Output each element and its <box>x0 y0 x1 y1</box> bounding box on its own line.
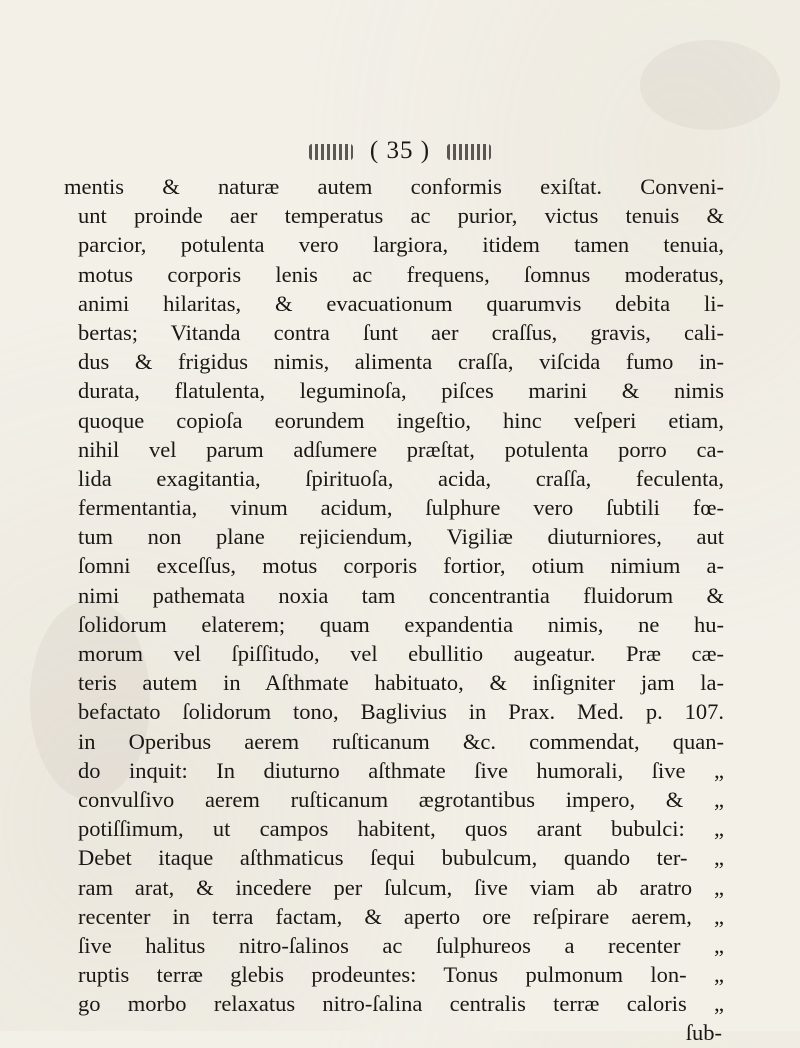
text-line: unt proinde aer temperatus ac purior, victus tenuis & <box>78 203 724 229</box>
text-line: befactato ſolidorum tono, Baglivius in Prax. Med. p. 107. <box>78 699 724 725</box>
body-text <box>64 172 724 1048</box>
text-line: ram arat, & incedere per ſulcum, ſive viam ab aratro „ <box>78 874 724 900</box>
text-line: motus corporis lenis ac frequens, ſomnus moderatus, <box>78 261 724 287</box>
text-line: animi hilaritas, & evacuationum quarumvis debita li- <box>78 290 724 316</box>
text-line: ſomni exceſſus, motus corporis fortior, otium nimium a- <box>78 553 724 579</box>
text-line: tum non plane rejiciendum, Vigiliæ diuturniores, aut <box>78 524 724 550</box>
text-line: go morbo relaxatus nitro-ſalina centralis terræ caloris „ <box>78 991 724 1017</box>
text-line: quoque copioſa eorundem ingeſtio, hinc veſperi etiam, <box>78 407 724 433</box>
text-line: dus & frigidus nimis, alimenta craſſa, viſcida fumo in- <box>78 349 724 375</box>
catchword: ſub- <box>685 1020 722 1046</box>
text-line: durata, flatulenta, leguminoſa, piſces marini & nimis <box>78 378 724 404</box>
text-line: in Operibus aerem ruſticanum &c. commendat, quan- <box>78 728 724 754</box>
text-line: Debet itaque aſthmaticus ſequi bubulcum, quando ter- „ <box>78 845 724 871</box>
text-line: recenter in terra factam, & aperto ore reſpirare aerem, „ <box>78 903 724 929</box>
text-line: morum vel ſpiſſitudo, vel ebullitio augeatur. Præ cæ- <box>78 641 724 666</box>
page-number: ( 35 ) <box>369 137 431 164</box>
text-line: ruptis terræ glebis prodeuntes: Tonus pulmonum lon- „ <box>78 962 724 988</box>
ornament-left-icon <box>309 144 353 160</box>
text-line: teris autem in Aſthmate habituato, & inſigniter jam la- <box>78 670 724 696</box>
text-line: do inquit: In diuturno aſthmate ſive humorali, ſive „ <box>78 757 724 783</box>
text-line: lida exagitantia, ſpirituoſa, acida, craſſa, feculenta, <box>78 465 724 491</box>
text-line: fermentantia, vinum acidum, ſulphure vero ſubtili fœ- <box>78 495 724 521</box>
ornament-right-icon <box>447 144 491 160</box>
text-line: convulſivo aerem ruſticanum ægrotantibus impero, & „ <box>78 786 724 812</box>
text-line: nimi pathemata noxia tam concentrantia fluidorum & <box>78 582 724 608</box>
text-line: nihil vel parum adſumere præſtat, potulenta porro ca- <box>78 436 724 462</box>
text-line: parcior, potulenta vero largiora, itidem tamen tenuia, <box>78 232 724 258</box>
running-head <box>0 136 800 166</box>
text-line: ſolidorum elaterem; quam expandentia nimis, ne hu- <box>78 611 724 637</box>
text-line: potiſſimum, ut campos habitent, quos arant bubulci: „ <box>78 816 724 842</box>
text-line: ſive halitus nitro-ſalinos ac ſulphureos a recenter „ <box>78 932 724 958</box>
paper-stain <box>640 40 780 130</box>
text-line: mentis & naturæ autem conformis exiſtat. Conveni- <box>64 174 724 199</box>
text-line: bertas; Vitanda contra ſunt aer craſſus, gravis, cali- <box>78 319 724 345</box>
